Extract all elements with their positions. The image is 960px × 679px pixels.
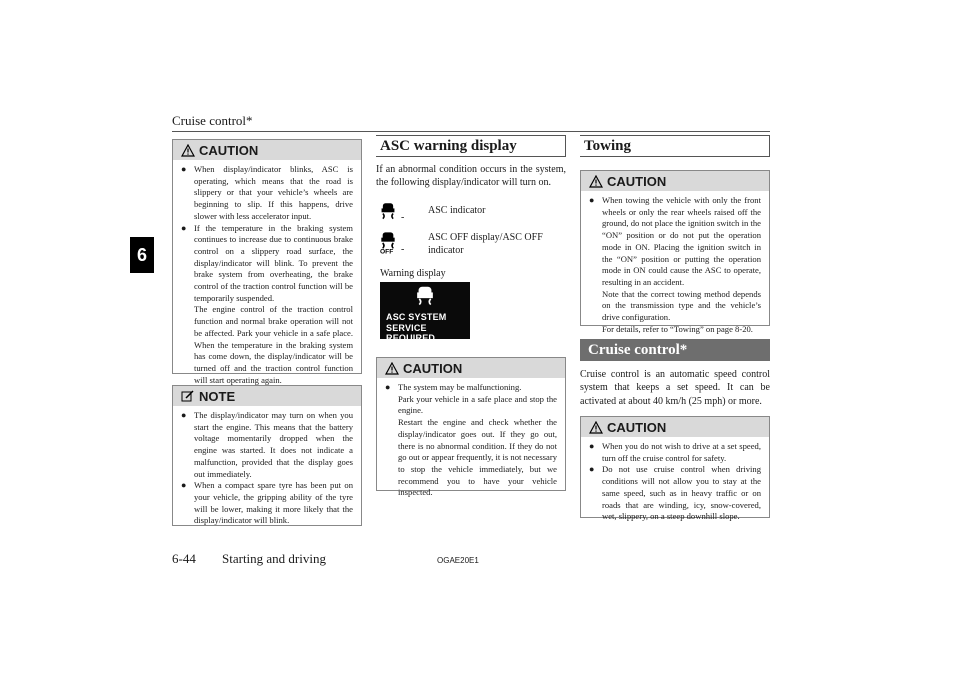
bullet-icon: ● <box>385 382 391 392</box>
list-item <box>181 410 353 480</box>
caution-text: When towing the vehicle with only the front wheels or only the rear wheels raised off the ground, do not place the ignition switch in the “ON” position or do not put the operation mode in ON. Placing the ignition switch in the “ON” position or putting the operation mode in ON could cause the ASC to operate, resulting in an accident. <box>602 195 761 287</box>
bullet-icon: ● <box>181 410 187 420</box>
note-header <box>173 386 361 406</box>
list-item <box>589 464 761 523</box>
caution-label: CAUTION <box>403 360 463 376</box>
caution-text: The system may be malfunctioning. <box>398 382 522 392</box>
bullet-icon: ● <box>589 195 595 205</box>
asc-off-indicator-icon <box>380 231 396 255</box>
note-box <box>172 385 362 526</box>
page-number: 6-44 <box>172 551 196 566</box>
list-item <box>181 223 353 387</box>
list-item <box>589 195 761 335</box>
bullet-icon: ● <box>589 441 595 451</box>
warning-line-1: ASC SYSTEM <box>386 312 447 322</box>
caution-text: The engine control of the traction control function and normal brake operation will not be affected. Park your vehicle in a safe place. When the temperature in the braking system has come down, the display/indicator will be turned off and the traction control function will start operating again. <box>194 304 353 385</box>
note-label: NOTE <box>199 388 236 404</box>
caution-box-traction <box>172 139 362 385</box>
running-header: Cruise control* <box>172 113 253 128</box>
asc-off-label: ASC OFF display/ASC OFF indicator <box>428 232 543 257</box>
bullet-icon: ● <box>589 464 595 475</box>
caution-box-towing <box>580 170 770 334</box>
warning-triangle-icon <box>589 421 603 434</box>
caution-header <box>173 140 361 160</box>
warning-display-label: Warning display <box>380 268 446 279</box>
bullet-icon: ● <box>181 222 187 233</box>
asc-intro: If an abnormal condition occurs in the system, the following display/indicator will turn on. <box>376 164 566 189</box>
caution-header <box>581 171 769 191</box>
caution-label: CAUTION <box>199 142 259 158</box>
doc-code: OGAE20E1 <box>437 556 479 565</box>
chapter-tab: 6 <box>130 237 154 273</box>
asc-indicator-label: ASC indicator <box>428 205 486 216</box>
caution-text: If the temperature in the braking system continues to increase due to continuous brake control on a slippery road surface, the display/indicator will blink. To prevent the brake system from overheating, the brake control of the traction control function will be temporarily suspended. <box>194 222 353 303</box>
caution-text: Note that the correct towing method depends on the transmission type and the vehicle’s drive configuration. <box>602 288 761 323</box>
cruise-intro: Cruise control is an automatic speed control system that keeps a set speed. It can be activated at about 40 km/h (25 mph) or more. <box>580 369 770 407</box>
asc-indicator-icon <box>380 202 396 220</box>
note-text: The display/indicator may turn on when you start the engine. This means that the battery voltage momentarily dropped when the engine was started. It does not indicate a malfunction, provided that the display goes out immediately. <box>194 410 353 479</box>
caution-text: Restart the engine and check whether the display/indicator goes out. If they go out, there is no abnormal condition. If they do not go out or appear frequently, it is not necessary to stop the vehicle immediately, but we recommend you to have your vehicle inspected. <box>398 417 557 498</box>
list-item <box>385 382 557 499</box>
caution-header <box>581 417 769 437</box>
list-item <box>181 164 353 223</box>
caution-text: When you do not wish to drive at a set speed, turn off the cruise control for safety. <box>602 441 761 463</box>
caution-label: CAUTION <box>607 173 667 189</box>
caution-label: CAUTION <box>607 419 667 435</box>
caution-text: When display/indicator blinks, ASC is operating, which means that the road is slippery or that your vehicle’s wheels are beginning to slip. If this happens, drive slower with less accelerator input. <box>194 164 353 221</box>
asc-warning-display-image <box>380 282 470 343</box>
caution-box-asc <box>376 357 566 498</box>
section-title-towing: Towing <box>580 135 770 157</box>
caution-text: Park your vehicle in a safe place and stop the engine. <box>398 393 557 416</box>
bullet-icon: ● <box>181 164 187 174</box>
warning-triangle-icon <box>385 362 399 375</box>
header-rule <box>172 131 770 132</box>
footer-section: Starting and driving <box>222 551 326 566</box>
asc-warning-car-icon <box>416 286 434 306</box>
note-pen-icon <box>181 390 195 402</box>
bullet-icon: ● <box>181 480 187 491</box>
note-text: When a compact spare tyre has been put on your vehicle, the gripping ability of the tyre will be lower, making it more likely that the display/indicator will blink. <box>194 480 353 526</box>
list-item <box>181 480 353 527</box>
caution-text: For details, refer to “Towing” on page 8-20. <box>602 323 753 334</box>
indicator-dash: - <box>401 212 405 223</box>
warning-line-2: SERVICE REQUIRED <box>386 323 436 343</box>
indicator-dash: - <box>401 244 405 255</box>
caution-box-cruise <box>580 416 770 522</box>
warning-triangle-icon <box>589 175 603 188</box>
warning-triangle-icon <box>181 144 195 157</box>
list-item <box>589 441 761 464</box>
caution-header <box>377 358 565 378</box>
section-title-cruise-control: Cruise control* <box>580 339 770 361</box>
section-title-asc-warning: ASC warning display <box>376 135 566 157</box>
asc-off-icon-text: OFF <box>380 248 394 255</box>
caution-text: Do not use cruise control when driving conditions will not allow you to stay at the same speed, such as in heavy traffic or on roads that are winding, icy, snow-covered, wet, slippery, on a steep downhill slope. <box>602 464 761 522</box>
